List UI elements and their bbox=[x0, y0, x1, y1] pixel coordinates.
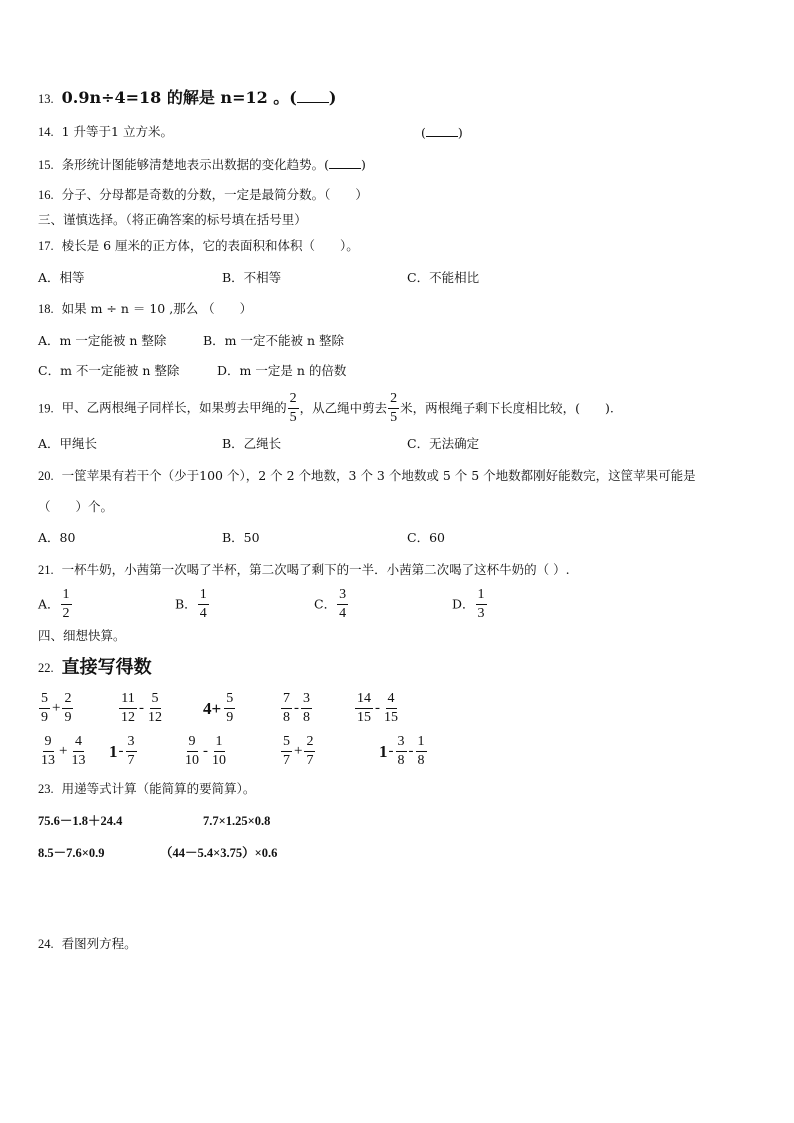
paren-close: ) bbox=[457, 125, 463, 140]
answer-blank[interactable] bbox=[329, 158, 361, 169]
question-number: 16. bbox=[38, 188, 54, 202]
question-text: 一杯牛奶，小茜第一次喝了半杯，第二次喝了剩下的一半．小茜第二次喝了这杯牛奶的（ ）. bbox=[61, 562, 570, 577]
answer-blank[interactable] bbox=[426, 126, 458, 137]
calc-expression: （44－5.4×3.75）×0.6 bbox=[160, 846, 278, 860]
question-21 bbox=[38, 564, 570, 577]
option-b[interactable]: B． $\frac{1}{4}$ bbox=[175, 587, 207, 621]
calc-expression: 8.5－7.6×0.9 bbox=[38, 846, 105, 860]
option-c[interactable]: C．不能相比 bbox=[407, 270, 480, 285]
option-a[interactable]: A．甲绳长 bbox=[38, 436, 98, 451]
option-d[interactable]: D．m 一定是 n 的倍数 bbox=[217, 363, 347, 378]
question-number: 19. bbox=[38, 401, 54, 416]
paren-close: ) bbox=[328, 88, 337, 107]
calc-expression: 75.6－1.8＋24.4 bbox=[38, 814, 123, 828]
question-text: 分子、分母都是奇数的分数，一定是最简分数。（ ） bbox=[61, 187, 368, 202]
question-number: 15. bbox=[38, 158, 54, 172]
question-number: 14. bbox=[38, 125, 54, 139]
question-text: 0.9n÷4=18 的解是 n=12 。( bbox=[61, 88, 297, 107]
answer-blank[interactable] bbox=[297, 92, 329, 103]
option-a[interactable]: A． $\frac{1}{2}$ bbox=[38, 587, 70, 621]
question-text: 甲、乙两根绳子同样长，如果剪去甲绳的 bbox=[61, 400, 287, 416]
paren-open: ( bbox=[421, 125, 426, 140]
question-22 bbox=[38, 659, 152, 677]
option-c[interactable]: C．60 bbox=[407, 530, 445, 545]
paren-close: ) bbox=[361, 157, 366, 172]
expression: $\frac{9}{13}$ + $\frac{4}{13}$ bbox=[41, 734, 86, 768]
expression: 4+ $\frac{5}{9}$ bbox=[203, 691, 234, 725]
option-b[interactable]: B．m 一定不能被 n 整除 bbox=[203, 333, 345, 348]
question-number: 17. bbox=[38, 239, 54, 253]
expression: $\frac{5}{7}$ + $\frac{2}{7}$ bbox=[283, 734, 314, 768]
question-number: 20. bbox=[38, 469, 54, 483]
expression: $\frac{9}{10}$ - $\frac{1}{10}$ bbox=[185, 734, 226, 768]
question-text: 如果 m ÷ n ＝ 10 ,那么 （ ） bbox=[61, 301, 253, 316]
expression: 1- $\frac{3}{7}$ bbox=[109, 734, 135, 768]
question-text: 米，两根绳子剩下长度相比较，( ). bbox=[400, 400, 614, 416]
question-title: 直接写得数 bbox=[61, 657, 152, 678]
calc-expression: 7.7×1.25×0.8 bbox=[203, 814, 271, 828]
question-number: 18. bbox=[38, 302, 54, 316]
question-text: ，从乙绳中剪去 bbox=[299, 400, 388, 416]
question-20 bbox=[38, 470, 696, 483]
question-20-line2: （ ）个。 bbox=[38, 499, 114, 514]
question-text: 条形统计图能够清楚地表示出数据的变化趋势。( bbox=[61, 157, 329, 172]
question-text: 1 升等于1 立方米。 bbox=[61, 124, 173, 139]
question-16 bbox=[38, 189, 368, 202]
question-text: 棱长是 6 厘米的正方体，它的表面积和体积（ ）。 bbox=[61, 238, 359, 253]
question-19 bbox=[38, 392, 614, 425]
section-4-heading: 四、细想快算。 bbox=[38, 628, 126, 643]
expression: $\frac{5}{9}$ + $\frac{2}{9}$ bbox=[41, 691, 72, 725]
option-c[interactable]: C． $\frac{3}{4}$ bbox=[314, 587, 347, 621]
expression: $\frac{11}{12}$ - $\frac{5}{12}$ bbox=[121, 691, 162, 725]
option-a[interactable]: A．80 bbox=[38, 530, 76, 545]
option-b[interactable]: B．不相等 bbox=[222, 270, 282, 285]
option-d[interactable]: D． $\frac{1}{3}$ bbox=[452, 587, 485, 621]
question-number: 22. bbox=[38, 660, 54, 675]
question-text: 用递等式计算（能简算的要简算）。 bbox=[61, 781, 256, 796]
question-18 bbox=[38, 303, 252, 316]
option-c[interactable]: C．无法确定 bbox=[407, 436, 480, 451]
question-13 bbox=[38, 90, 336, 106]
option-c[interactable]: C．m 不一定能被 n 整除 bbox=[38, 363, 180, 378]
question-24 bbox=[38, 938, 137, 951]
question-number: 23. bbox=[38, 782, 54, 796]
option-b[interactable]: B．50 bbox=[222, 530, 260, 545]
question-15 bbox=[38, 158, 366, 172]
option-b[interactable]: B．乙绳长 bbox=[222, 436, 282, 451]
question-number: 21. bbox=[38, 563, 54, 577]
option-a[interactable]: A．m 一定能被 n 整除 bbox=[38, 333, 167, 348]
question-number: 13. bbox=[38, 92, 54, 106]
answer-paren-14 bbox=[421, 126, 463, 140]
question-number: 24. bbox=[38, 937, 54, 951]
question-text: 一筐苹果有若干个（少于100 个），2 个 2 个地数，3 个 3 个地数或 5 个 5 个地数都刚好能数完，这筐苹果可能是 bbox=[61, 468, 696, 483]
fraction: $\frac{2}{5}$ bbox=[289, 391, 297, 425]
expression: $\frac{7}{8}$ - $\frac{3}{8}$ bbox=[283, 691, 310, 725]
expression: 1- $\frac{3}{8}$ - $\frac{1}{8}$ bbox=[379, 734, 425, 768]
question-14 bbox=[38, 126, 173, 139]
question-23 bbox=[38, 783, 255, 796]
option-a[interactable]: A．相等 bbox=[38, 270, 85, 285]
question-17 bbox=[38, 240, 359, 253]
expression: $\frac{14}{15}$ - $\frac{4}{15}$ bbox=[357, 691, 398, 725]
fraction: $\frac{2}{5}$ bbox=[390, 391, 398, 425]
section-3-heading: 三、谨慎选择。（将正确答案的标号填在括号里） bbox=[38, 212, 307, 227]
question-text: 看图列方程。 bbox=[61, 936, 137, 951]
